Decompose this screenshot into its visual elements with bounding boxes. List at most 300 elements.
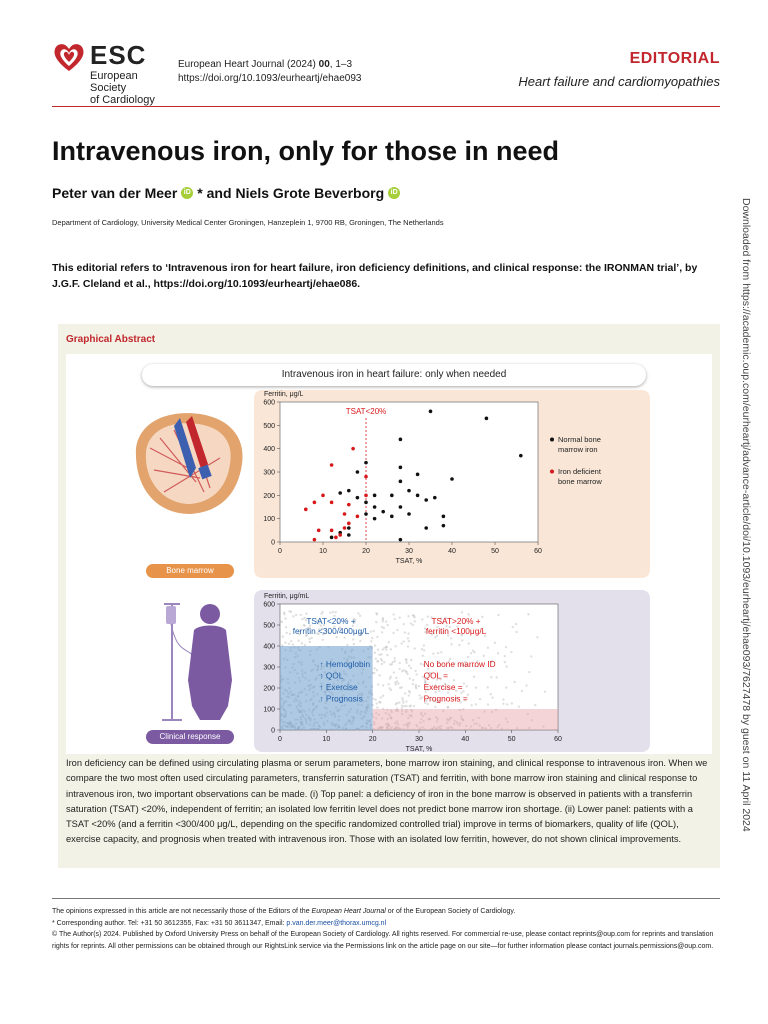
- patient-iv-icon: [160, 596, 240, 728]
- x-tick-label: 50: [507, 736, 516, 743]
- tsat-above-20-header: TSAT>20% +: [431, 616, 481, 626]
- patient-point: [381, 663, 383, 665]
- patient-point: [502, 698, 504, 700]
- patient-point: [421, 648, 423, 650]
- footer-notes: [52, 906, 720, 952]
- patient-point: [346, 644, 348, 646]
- patient-point: [544, 690, 546, 692]
- patient-point: [419, 697, 421, 699]
- normal-iron-point: [407, 489, 411, 493]
- patient-point: [374, 651, 376, 653]
- normal-iron-point: [390, 494, 394, 498]
- patient-point: [303, 617, 305, 619]
- patient-point: [398, 668, 400, 670]
- patient-point: [375, 621, 377, 623]
- normal-iron-point: [347, 526, 351, 530]
- patient-point: [413, 647, 415, 649]
- patient-point: [301, 618, 303, 620]
- patient-point: [506, 703, 508, 705]
- patient-point: [518, 705, 520, 707]
- patient-point: [407, 645, 409, 647]
- iron-deficient-point: [356, 515, 360, 519]
- patient-point: [373, 672, 375, 674]
- normal-iron-point: [364, 512, 368, 516]
- patient-point: [376, 613, 378, 615]
- y-tick-label: 300: [263, 469, 275, 477]
- bone-marrow-label: Bone marrow: [146, 564, 234, 578]
- patient-point: [295, 614, 297, 616]
- download-side-note-text: Downloaded from https://academic.oup.com/eurheartj/advance-article/doi/10.1093/eurheartj/ehae093/7627478 by guest on 11 April 2024: [740, 198, 752, 832]
- patient-point: [461, 639, 463, 641]
- normal-iron-point: [399, 480, 403, 484]
- patient-point: [486, 686, 488, 688]
- patient-point: [409, 705, 411, 707]
- esc-name-line1: European Society: [90, 70, 138, 94]
- patient-point: [422, 655, 424, 657]
- patient-point: [394, 681, 396, 683]
- graphical-abstract-caption: Iron deficiency can be defined using circulating plasma or serum parameters, bone marrow iron staining, and clinical response to intravenous iron. When we compare the two most often used circulating parameters, transferrin saturation (TSAT) and ferritin, with bone marrow iron staining and clinical response to intravenous iron, two important observations can be made. (i) Top panel: a deficiency of iron in the bone marrow is observed in patients with a transferrin saturation (TSAT) <20%, independent of ferritin; an isolated low ferritin level does not predict bone marrow iron shortage. (ii) Lower panel: patients with a TSAT <20% (and a ferritin <300/400 μg/L, depending on the specific randomized controlled trial) improve in terms of biomarkers, quality of life (QOL), exercise capacity, and prognosis when treated with intravenous iron. Those with an isolated low ferritin, however, do not shown clinical improvements.: [66, 758, 708, 845]
- patient-point: [376, 669, 378, 671]
- journal-header: [52, 38, 720, 104]
- footer-disclaimer-post: or of the European Society of Cardiology.: [385, 908, 516, 915]
- patient-point: [382, 618, 384, 620]
- patient-point: [380, 653, 382, 655]
- y-tick-label: 100: [263, 516, 275, 524]
- patient-point: [494, 642, 496, 644]
- tsat-above-20-header: ferritin <100μg/L: [425, 626, 487, 636]
- patient-point: [483, 655, 485, 657]
- patient-point: [353, 643, 355, 645]
- footer-email-link[interactable]: p.van.der.meer@thorax.umcg.nl: [286, 919, 387, 927]
- iron-deficient-point: [321, 494, 325, 498]
- iron-deficient-point: [338, 533, 342, 537]
- patient-point: [334, 611, 336, 613]
- patient-point: [406, 673, 408, 675]
- patient-point: [382, 648, 384, 650]
- patient-point: [297, 640, 299, 642]
- patient-point: [410, 622, 412, 624]
- esc-wordmark: ESC: [90, 40, 147, 70]
- legend-label: marrow iron: [558, 445, 598, 454]
- orcid-icon[interactable]: iD: [181, 187, 193, 199]
- low-ferritin-region: [373, 709, 558, 730]
- patient-point: [376, 636, 378, 638]
- iron-deficient-point: [351, 447, 355, 451]
- patient-point: [432, 652, 434, 654]
- patient-point: [359, 640, 361, 642]
- patient-point: [408, 640, 410, 642]
- clinical-response-scatter-chart: [254, 590, 650, 752]
- patient-point: [376, 660, 378, 662]
- patient-point: [289, 633, 291, 635]
- x-tick-label: 30: [415, 736, 423, 743]
- normal-iron-point: [347, 489, 351, 493]
- footer-journal-name: European Heart Journal: [311, 908, 386, 915]
- tsat-below-20-header: TSAT<20% +: [306, 616, 356, 626]
- footer-disclaimer: [52, 906, 720, 918]
- tsat-above-20-outcome: No bone marrow ID: [423, 659, 496, 669]
- normal-iron-point: [390, 515, 394, 519]
- y-tick-label: 600: [263, 399, 275, 407]
- journal-doi-link[interactable]: https://doi.org/10.1093/eurheartj/ehae093: [178, 73, 362, 84]
- author-join: * and: [197, 185, 232, 201]
- normal-iron-point: [407, 512, 411, 516]
- patient-point: [392, 632, 394, 634]
- esc-heart-icon: [52, 40, 86, 74]
- patient-point: [288, 643, 290, 645]
- iron-deficient-point: [343, 526, 347, 530]
- patient-point: [502, 703, 504, 705]
- patient-point: [490, 693, 492, 695]
- bone-marrow-illustration-icon: [130, 408, 250, 518]
- iron-deficient-point: [343, 512, 347, 516]
- patient-point: [440, 651, 442, 653]
- normal-iron-point: [356, 496, 360, 500]
- patient-point: [381, 631, 383, 633]
- section-label: Heart failure and cardiomyopathies: [518, 74, 720, 89]
- normal-iron-point: [424, 526, 428, 530]
- x-axis-label: TSAT, %: [405, 746, 433, 752]
- patient-point: [402, 640, 404, 642]
- patient-point: [405, 659, 407, 661]
- patient-point: [380, 696, 382, 698]
- patient-point: [504, 661, 506, 663]
- affiliation: Department of Cardiology, University Medical Center Groningen, Hanzeplein 1, 9700 RB, Groningen, The Netherlands: [52, 218, 444, 227]
- patient-point: [490, 676, 492, 678]
- x-tick-label: 60: [534, 548, 542, 555]
- x-tick-label: 0: [278, 548, 282, 555]
- footer-contact: * Corresponding author. Tel: +31 50 3612355, Fax: +31 50 3611347, Email:: [52, 919, 287, 927]
- footer-copyright: © The Author(s) 2024. Published by Oxford University Press on behalf of the European Society of Cardiology. All rights reserved. For commercial re-use, please contact reprints@oup.com for reprints and translation rights for reprints. All other permissions can be obtained through our RightsLink service via the Permissions link on the article page on our site—for further information please contact journals.permissions@oup.com.: [52, 931, 714, 950]
- patient-point: [415, 673, 417, 675]
- patient-point: [282, 635, 284, 637]
- patient-point: [511, 702, 513, 704]
- patient-point: [437, 652, 439, 654]
- patient-point: [329, 612, 331, 614]
- patient-point: [352, 638, 354, 640]
- footer-disclaimer-pre: The opinions expressed in this article are not necessarily those of the Editors of the: [52, 908, 312, 915]
- journal-pages: , 1–3: [329, 59, 353, 70]
- patient-point: [388, 641, 390, 643]
- author-2[interactable]: Niels Grote Beverborg: [235, 185, 385, 201]
- x-tick-label: 40: [448, 548, 456, 555]
- iron-deficient-point: [313, 538, 317, 542]
- download-side-note: [740, 198, 752, 832]
- patient-point: [401, 670, 403, 672]
- patient-point: [281, 621, 283, 623]
- orcid-icon[interactable]: iD: [388, 187, 400, 199]
- patient-point: [402, 702, 404, 704]
- y-tick-label: 0: [271, 727, 275, 735]
- normal-iron-point: [381, 510, 385, 514]
- header-divider: [52, 106, 720, 107]
- patient-point: [332, 611, 334, 613]
- y-tick-label: 400: [263, 643, 275, 651]
- normal-iron-point: [519, 454, 523, 458]
- patient-point: [412, 679, 414, 681]
- normal-iron-point: [429, 410, 433, 414]
- esc-name-line2: of Cardiology: [90, 94, 155, 106]
- journal-name: European Heart Journal (2024): [178, 59, 319, 70]
- patient-point: [311, 637, 313, 639]
- normal-iron-point: [399, 466, 403, 470]
- patient-point: [305, 613, 307, 615]
- normal-iron-point: [330, 536, 334, 540]
- clinical-response-label: Clinical response: [146, 730, 234, 744]
- normal-iron-point: [347, 533, 351, 537]
- patient-point: [412, 683, 414, 685]
- patient-point: [383, 627, 385, 629]
- patient-point: [393, 671, 395, 673]
- patient-point: [357, 612, 359, 614]
- y-tick-label: 0: [271, 539, 275, 547]
- article-title: Intravenous iron, only for those in need: [52, 136, 560, 166]
- tsat-above-20-outcome: Prognosis =: [423, 693, 468, 704]
- patient-point: [434, 636, 436, 638]
- patient-point: [309, 641, 311, 643]
- esc-full-name: [90, 70, 172, 106]
- patient-point: [534, 704, 536, 706]
- esc-logo: [52, 38, 172, 106]
- normal-iron-point: [416, 494, 420, 498]
- iron-deficient-point: [364, 494, 368, 498]
- patient-point: [450, 637, 452, 639]
- patient-point: [510, 651, 512, 653]
- patient-point: [376, 706, 378, 708]
- patient-point: [473, 651, 475, 653]
- patient-point: [372, 630, 374, 632]
- legend-marker: [550, 470, 554, 474]
- patient-point: [378, 654, 380, 656]
- patient-point: [536, 636, 538, 638]
- patient-point: [389, 687, 391, 689]
- normal-iron-point: [373, 505, 377, 509]
- normal-iron-point: [373, 517, 377, 521]
- patient-point: [521, 690, 523, 692]
- patient-point: [380, 658, 382, 660]
- author-1[interactable]: Peter van der Meer: [52, 185, 178, 201]
- patient-point: [475, 686, 477, 688]
- iron-deficient-point: [304, 508, 308, 512]
- patient-point: [487, 703, 489, 705]
- patient-point: [513, 681, 515, 683]
- patient-point: [512, 626, 514, 628]
- x-tick-label: 40: [461, 736, 470, 743]
- normal-iron-point: [399, 538, 403, 542]
- tsat-below-20-outcome: ↑ Exercise: [319, 682, 358, 692]
- patient-point: [343, 636, 345, 638]
- y-tick-label: 300: [263, 664, 275, 672]
- patient-point: [468, 642, 470, 644]
- patient-point: [308, 638, 310, 640]
- patient-point: [376, 702, 378, 704]
- x-tick-label: 10: [319, 548, 327, 555]
- patient-point: [370, 640, 372, 642]
- patient-point: [387, 624, 389, 626]
- patient-point: [405, 700, 407, 702]
- patient-point: [505, 665, 507, 667]
- normal-iron-point: [373, 494, 377, 498]
- patient-point: [301, 642, 303, 644]
- patient-point: [284, 641, 286, 643]
- patient-point: [290, 611, 292, 613]
- x-tick-label: 20: [368, 736, 377, 743]
- x-tick-label: 50: [491, 548, 499, 555]
- article-type-label: EDITORIAL: [629, 50, 720, 67]
- patient-point: [390, 676, 392, 678]
- patient-point: [504, 655, 506, 657]
- patient-point: [528, 671, 530, 673]
- x-tick-label: 20: [362, 548, 370, 555]
- normal-iron-point: [442, 524, 446, 528]
- patient-point: [300, 614, 302, 616]
- y-axis-label: Ferritin, μg/mL: [264, 593, 310, 600]
- patient-point: [475, 703, 477, 705]
- legend-label: Iron deficient: [558, 467, 601, 476]
- patient-point: [408, 665, 410, 667]
- patient-point: [491, 696, 493, 698]
- graphical-abstract-heading: Graphical Abstract: [66, 334, 156, 345]
- legend-marker: [550, 438, 554, 442]
- patient-point: [505, 686, 507, 688]
- iron-deficient-point: [334, 536, 338, 540]
- patient-point: [404, 692, 406, 694]
- patient-point: [403, 623, 405, 625]
- patient-point: [414, 670, 416, 672]
- refers-to-note: This editorial refers to ‘Intravenous iron for heart failure, iron deficiency definitions, and clinical response: the IRONMAN trial’, by J.G.F. Cleland et al., https://doi.org/10.1093/eurheartj/ehae086.: [52, 262, 698, 290]
- x-tick-label: 60: [554, 736, 562, 743]
- patient-point: [399, 687, 401, 689]
- patient-point: [487, 647, 489, 649]
- patient-point: [373, 667, 375, 669]
- patient-point: [395, 683, 397, 685]
- patient-point: [405, 705, 407, 707]
- patient-point: [495, 676, 497, 678]
- iron-deficient-point: [330, 501, 334, 505]
- patient-point: [479, 698, 481, 700]
- patient-point: [427, 615, 429, 617]
- patient-point: [497, 614, 499, 616]
- patient-point: [409, 677, 411, 679]
- patient-point: [447, 706, 449, 708]
- patient-point: [481, 616, 483, 618]
- patient-point: [450, 643, 452, 645]
- patient-point: [386, 654, 388, 656]
- patient-point: [283, 611, 285, 613]
- patient-point: [396, 702, 398, 704]
- patient-point: [286, 632, 288, 634]
- iron-deficient-point: [330, 529, 334, 533]
- normal-iron-point: [364, 461, 368, 465]
- iron-deficient-point: [347, 503, 351, 507]
- patient-point: [387, 683, 389, 685]
- tsat-below-20-outcome: ↑ Prognosis: [319, 693, 363, 704]
- patient-point: [407, 632, 409, 634]
- patient-point: [408, 694, 410, 696]
- patient-point: [470, 652, 472, 654]
- patient-point: [385, 620, 387, 622]
- patient-point: [375, 657, 377, 659]
- patient-point: [395, 677, 397, 679]
- x-tick-label: 0: [278, 736, 282, 743]
- y-tick-label: 500: [263, 422, 275, 430]
- iron-deficient-point: [330, 463, 334, 467]
- normal-iron-point: [450, 477, 454, 481]
- tsat-above-20-outcome: QOL =: [423, 670, 449, 681]
- patient-point: [402, 699, 404, 701]
- patient-point: [382, 695, 384, 697]
- legend-label: Normal bone: [558, 435, 601, 444]
- y-tick-label: 500: [263, 622, 275, 630]
- y-tick-label: 100: [263, 706, 275, 714]
- patient-point: [292, 643, 294, 645]
- patient-point: [423, 649, 425, 651]
- patient-point: [392, 661, 394, 663]
- footer-corresponding: [52, 918, 720, 930]
- x-tick-label: 10: [322, 736, 331, 743]
- normal-iron-point: [433, 496, 437, 500]
- patient-point: [285, 626, 287, 628]
- patient-point: [394, 618, 396, 620]
- patient-point: [418, 694, 420, 696]
- patient-point: [385, 648, 387, 650]
- patient-point: [382, 684, 384, 686]
- normal-iron-point: [416, 473, 420, 477]
- patient-point: [396, 629, 398, 631]
- patient-point: [412, 624, 414, 626]
- patient-point: [409, 691, 411, 693]
- patient-point: [413, 615, 415, 617]
- tsat-threshold-annotation: TSAT<20%: [345, 407, 387, 416]
- normal-iron-point: [399, 505, 403, 509]
- tsat-below-20-outcome: ↑ Hemoglobin: [319, 659, 371, 669]
- patient-point: [399, 616, 401, 618]
- iron-deficient-point: [347, 522, 351, 526]
- patient-point: [515, 631, 517, 633]
- patient-point: [527, 613, 529, 615]
- patient-point: [394, 657, 396, 659]
- normal-iron-point: [356, 470, 360, 474]
- patient-point: [414, 620, 416, 622]
- patient-point: [371, 637, 373, 639]
- patient-point: [377, 683, 379, 685]
- patient-point: [403, 705, 405, 707]
- tsat-above-20-outcome: Exercise =: [423, 682, 463, 692]
- patient-point: [405, 662, 407, 664]
- patient-point: [400, 642, 402, 644]
- journal-citation: [178, 58, 361, 86]
- patient-point: [497, 652, 499, 654]
- journal-volume: 00: [318, 59, 330, 70]
- patient-point: [466, 685, 468, 687]
- patient-point: [320, 612, 322, 614]
- patient-point: [467, 656, 469, 658]
- patient-point: [423, 644, 425, 646]
- patient-point: [461, 611, 463, 613]
- patient-point: [434, 706, 436, 708]
- y-tick-label: 600: [263, 601, 275, 609]
- patient-point: [401, 697, 403, 699]
- footer-divider: [52, 898, 720, 899]
- patient-point: [399, 662, 401, 664]
- normal-iron-point: [442, 515, 446, 519]
- author-line: [52, 185, 400, 201]
- patient-point: [415, 684, 417, 686]
- patient-point: [420, 663, 422, 665]
- patient-point: [530, 655, 532, 657]
- y-tick-label: 200: [263, 685, 275, 693]
- patient-point: [473, 676, 475, 678]
